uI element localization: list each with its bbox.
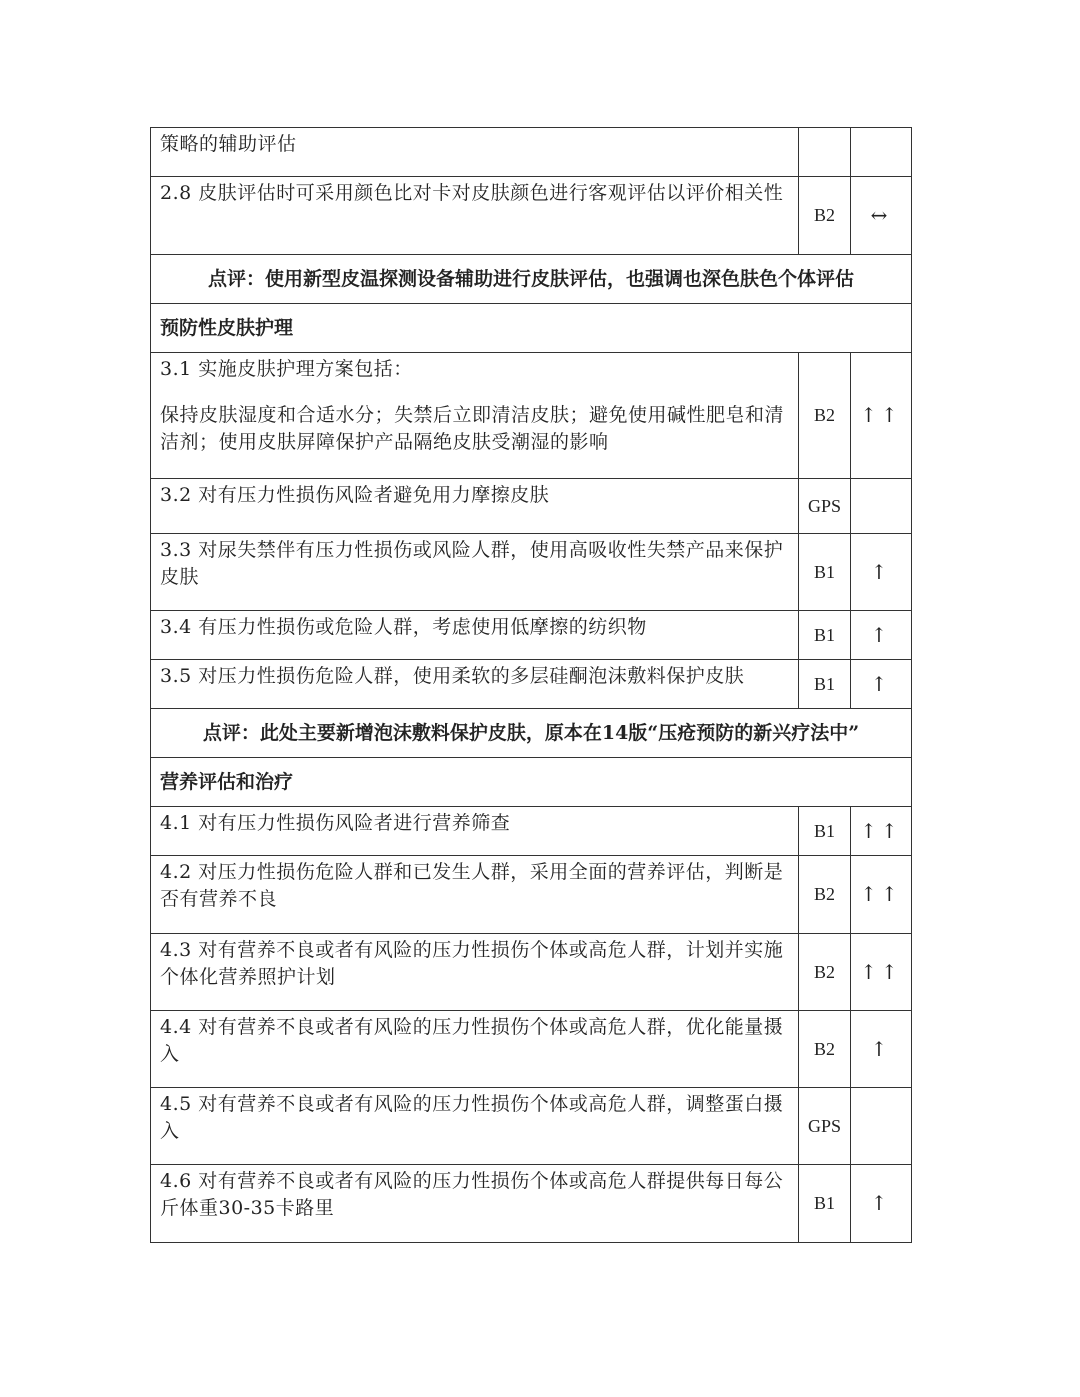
evidence-grade-cell: B1	[799, 534, 851, 611]
comment-row	[151, 255, 912, 304]
recommendation-strength-cell	[851, 479, 912, 534]
recommendation-strength-cell: ↑	[851, 1165, 912, 1243]
evidence-grade-cell: B1	[799, 660, 851, 709]
evidence-grade-cell: GPS	[799, 1088, 851, 1165]
evidence-grade-cell: B2	[799, 353, 851, 479]
statement-cell: 4.1 对有压力性损伤风险者进行营养筛查	[151, 807, 799, 856]
evidence-grade-cell: B1	[799, 1165, 851, 1243]
section-heading: 预防性皮肤护理	[151, 304, 912, 353]
statement-cell: 策略的辅助评估	[151, 128, 799, 177]
table-row	[151, 479, 912, 534]
recommendation-strength-cell	[851, 1088, 912, 1165]
recommendation-strength-cell: ↑↑	[851, 353, 912, 479]
statement-cell	[151, 353, 799, 479]
evidence-grade-cell: B2	[799, 1011, 851, 1088]
table-row	[151, 177, 912, 255]
evidence-grade-cell: B2	[799, 856, 851, 934]
table-row	[151, 128, 912, 177]
table-row	[151, 534, 912, 611]
statement-detail: 保持皮肤湿度和合适水分；失禁后立即清洁皮肤；避免使用碱性肥皂和清洁剂；使用皮肤屏障保护产品隔绝皮肤受潮湿的影响	[160, 404, 785, 453]
recommendation-strength-cell	[851, 128, 912, 177]
section-heading: 营养评估和治疗	[151, 758, 912, 807]
evidence-grade-cell: B1	[799, 807, 851, 856]
comment-text: 点评：此处主要新增泡沫敷料保护皮肤，原本在14版“压疮预防的新兴疗法中”	[151, 709, 912, 758]
table-row	[151, 611, 912, 660]
recommendation-strength-cell: ↑	[851, 1011, 912, 1088]
evidence-grade-cell	[799, 128, 851, 177]
table-row	[151, 1011, 912, 1088]
section-heading-row	[151, 758, 912, 807]
evidence-grade-cell: B2	[799, 177, 851, 255]
table-row	[151, 856, 912, 934]
recommendation-strength-cell: ↑↑	[851, 807, 912, 856]
recommendation-strength-cell: ↑↑	[851, 934, 912, 1011]
recommendation-strength-cell: ↑	[851, 534, 912, 611]
table-row	[151, 807, 912, 856]
comment-row	[151, 709, 912, 758]
statement-cell: 3.4 有压力性损伤或危险人群，考虑使用低摩擦的纺织物	[151, 611, 799, 660]
statement-intro: 3.1 实施皮肤护理方案包括：	[160, 358, 413, 380]
statement-cell: 4.3 对有营养不良或者有风险的压力性损伤个体或高危人群，计划并实施个体化营养照护计划	[151, 934, 799, 1011]
evidence-grade-cell: B1	[799, 611, 851, 660]
table-row	[151, 1165, 912, 1243]
recommendation-strength-cell: ↑	[851, 611, 912, 660]
recommendation-strength-cell: ↔	[851, 177, 912, 255]
recommendation-strength-cell: ↑↑	[851, 856, 912, 934]
evidence-grade-cell: GPS	[799, 479, 851, 534]
statement-cell: 4.5 对有营养不良或者有风险的压力性损伤个体或高危人群，调整蛋白摄入	[151, 1088, 799, 1165]
statement-cell: 3.2 对有压力性损伤风险者避免用力摩擦皮肤	[151, 479, 799, 534]
comment-text: 点评：使用新型皮温探测设备辅助进行皮肤评估，也强调也深色肤色个体评估	[151, 255, 912, 304]
statement-cell: 2.8 皮肤评估时可采用颜色比对卡对皮肤颜色进行客观评估以评价相关性	[151, 177, 799, 255]
evidence-grade-cell: B2	[799, 934, 851, 1011]
statement-cell: 4.2 对压力性损伤危险人群和已发生人群，采用全面的营养评估，判断是否有营养不良	[151, 856, 799, 934]
table-row	[151, 1088, 912, 1165]
section-heading-row	[151, 304, 912, 353]
recommendation-strength-cell: ↑	[851, 660, 912, 709]
statement-cell: 4.6 对有营养不良或者有风险的压力性损伤个体或高危人群提供每日每公斤体重30-35卡路里	[151, 1165, 799, 1243]
table-row	[151, 934, 912, 1011]
statement-cell: 3.5 对压力性损伤危险人群，使用柔软的多层硅酮泡沫敷料保护皮肤	[151, 660, 799, 709]
statement-cell: 3.3 对尿失禁伴有压力性损伤或风险人群，使用高吸收性失禁产品来保护皮肤	[151, 534, 799, 611]
statement-cell: 4.4 对有营养不良或者有风险的压力性损伤个体或高危人群，优化能量摄入	[151, 1011, 799, 1088]
table-row	[151, 353, 912, 479]
table-row	[151, 660, 912, 709]
guideline-table	[150, 127, 912, 1243]
